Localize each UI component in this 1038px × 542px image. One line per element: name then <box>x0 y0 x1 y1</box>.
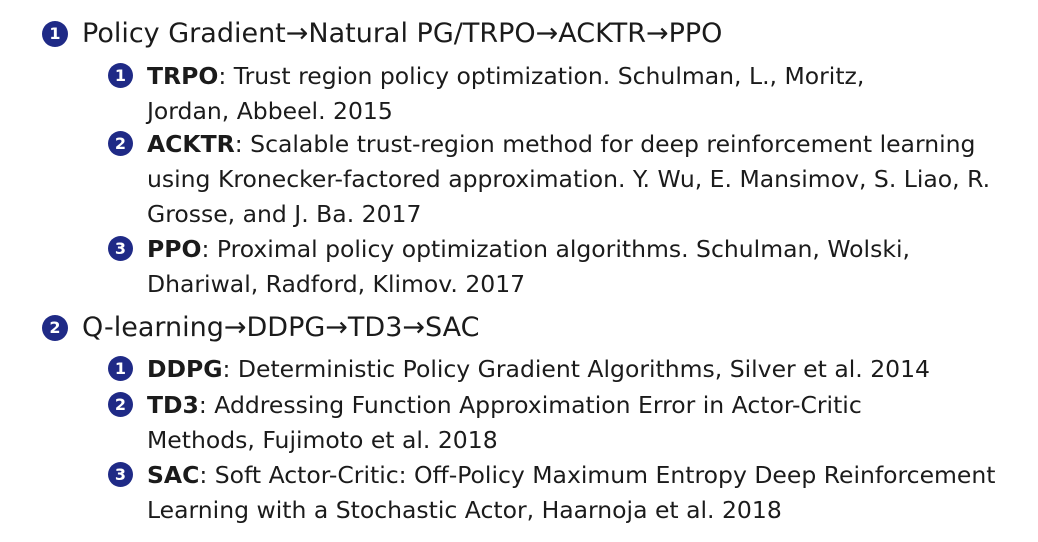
section-2-item-2-badge: 2 <box>108 392 133 417</box>
section-2-item-1-text <box>147 352 1026 387</box>
reference-citation: : Proximal policy optimization algorithms. Schulman, Wolski, Dhariwal, Radford, Klimov. 2017 <box>147 235 910 298</box>
section-2-item-3 <box>108 458 1026 528</box>
section-1-title: Policy Gradient→Natural PG/TRPO→ACKTR→PPO <box>82 18 723 49</box>
reference-citation: : Trust region policy optimization. Schulman, L., Moritz, Jordan, Abbeel. 2015 <box>147 62 865 125</box>
section-1-item-1-badge: 1 <box>108 63 133 88</box>
section-1-item-2 <box>108 127 1026 232</box>
section-1-item-3 <box>108 232 1026 302</box>
section-2-heading <box>42 311 480 345</box>
section-1-item-3-badge: 3 <box>108 236 133 261</box>
section-1-item-1 <box>108 59 1026 129</box>
section-2-item-3-badge: 3 <box>108 462 133 487</box>
reference-abbreviation: TRPO <box>147 62 219 90</box>
reference-abbreviation: DDPG <box>147 355 223 383</box>
section-1-item-1-text <box>147 59 947 129</box>
section-2-item-2-text <box>147 388 947 458</box>
section-2-number-badge: 2 <box>42 315 68 341</box>
section-2-item-1-badge: 1 <box>108 356 133 381</box>
section-2-item-2 <box>108 388 1026 458</box>
reference-citation: : Addressing Function Approximation Error in Actor-Critic Methods, Fujimoto et al. 2018 <box>147 391 862 454</box>
section-1-number-badge: 1 <box>42 21 68 47</box>
section-1-heading <box>42 17 722 51</box>
reference-citation: : Deterministic Policy Gradient Algorithms, Silver et al. 2014 <box>222 355 930 383</box>
section-2-item-1 <box>108 352 1026 387</box>
section-1-item-3-text <box>147 232 987 302</box>
reference-abbreviation: ACKTR <box>147 130 235 158</box>
section-1-item-2-badge: 2 <box>108 131 133 156</box>
reference-citation: : Scalable trust-region method for deep reinforcement learning using Kronecker-factored approximation. Y. Wu, E. Mansimov, S. Liao, R. Grosse, and J. Ba. 2017 <box>147 130 991 228</box>
reference-abbreviation: TD3 <box>147 391 199 419</box>
reference-citation: : Soft Actor-Critic: Off-Policy Maximum Entropy Deep Reinforcement Learning with a Stochastic Actor, Haarnoja et al. 2018 <box>147 461 996 524</box>
section-2-item-3-text <box>147 458 1026 528</box>
reference-abbreviation: PPO <box>147 235 202 263</box>
reference-abbreviation: SAC <box>147 461 200 489</box>
section-1-item-2-text <box>147 127 1026 232</box>
section-2-title: Q-learning→DDPG→TD3→SAC <box>82 312 480 343</box>
